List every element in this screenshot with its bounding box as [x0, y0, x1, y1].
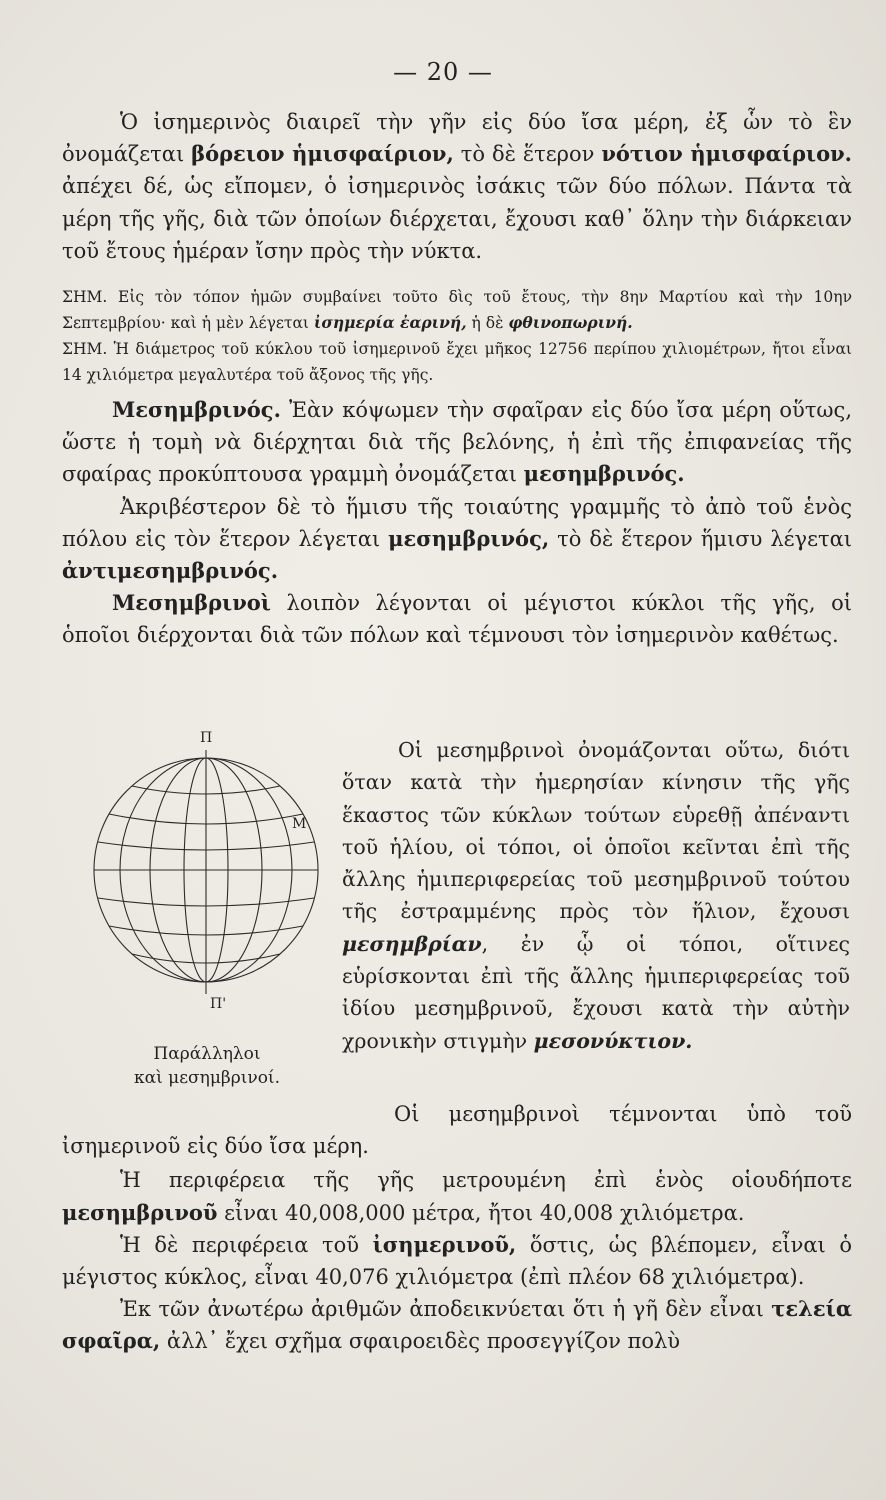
term-perfect-sphere: τελεία σφαῖρα,	[62, 1296, 852, 1354]
text-run: τὸ δὲ ἕτερον	[453, 142, 602, 167]
text-run: ἀπέχει δέ, ὡς εἴπομεν, ὁ ἰσημερινὸς ἰσάκις τῶν δύο πόλων. Πάντα τὰ μέρη τῆς γῆς, διὰ τῶν ὁποίων διέρχεται, ἔχουσι καθ᾽ ὅλην τὴν διάρκειαν τοῦ ἔτους ἡμέραν ἴσην πρὸς τὴν νύκτα.	[62, 174, 852, 263]
text-run: ἀλλ᾽ ἔχει σχῆμα σφαιροειδὲς προσεγγίζον πολὺ	[160, 1329, 681, 1354]
meridians-definition	[62, 587, 852, 651]
globe-figure	[72, 730, 342, 1122]
globe-illustration	[72, 742, 342, 1042]
text-run: ἡ δὲ	[466, 314, 509, 332]
text-run: Ἀκριβέστερον δὲ τὸ ἥμισυ τῆς τοιαύτης γραμμῆς τὸ ἀπὸ τοῦ ἑνὸς πόλου εἰς τὸν ἕτερον λέγεται	[62, 494, 852, 551]
term-meridian-genitive: μεσημβρινοῦ	[62, 1199, 218, 1225]
term-equator: ἰσημερινοῦ,	[372, 1231, 517, 1257]
page-number: — 20 —	[393, 58, 493, 86]
pole-label-north: Π	[200, 730, 213, 746]
note-equinox	[62, 284, 852, 336]
named-text	[342, 734, 850, 1057]
meridian-name-paragraph	[342, 734, 850, 1057]
text-run: Οἱ μεσημβρινοὶ ὀνομάζονται οὕτω, διότι ὅταν κατὰ τὴν ἡμερησίαν κίνησιν τῆς γῆς ἕκαστος τῶν κύκλων τούτων εὑρεθῇ ἀπέναντι τοῦ ἡλίου, οἱ τόποι, οἱ ὁποῖοι κεῖνται ἐπὶ τῆς ἄλλης ἡμιπεριφερείας τοῦ μεσημβρινοῦ τούτου τῆς ἐστραμμένης πρὸς τὸν ἥλιον, ἔχουσι	[342, 738, 850, 924]
caption-line: Παράλληλοι	[153, 1044, 261, 1064]
term-meridian: μεσημβρινός.	[523, 461, 685, 487]
heading-meridians: Μεσημβρινοὶ	[112, 590, 271, 616]
text-run: , ἐν ᾧ οἱ τόποι, οἵτινες εὑρίσκονται ἐπὶ τῆς ἄλλης ἡμιπεριφερείας τοῦ ἰδίου μεσημβρινοῦ, ἔχουσι κατὰ τὴν αὐτὴν χρονικὴν στιγμὴν	[342, 931, 850, 1053]
text-run: Ἡ περιφέρεια τῆς γῆς μετρουμένη ἐπὶ ἑνὸς οἱουδήποτε	[120, 1168, 852, 1193]
text-run: Ἐὰν κόψωμεν τὴν σφαῖραν εἰς δύο ἴσα μέρη οὕτως, ὥστε ἡ τομὴ νὰ διέρχηται διὰ τῆς βελόνης, ἡ ἐπὶ τῆς ἐπιφανείας τῆς σφαίρας προκύπτουσα γραμμὴ ὀνομάζεται	[62, 398, 852, 487]
notes	[62, 284, 852, 388]
text-run: λοιπὸν λέγονται οἱ μέγιστοι κύκλοι τῆς γῆς, οἱ ὁποῖοι διέρχονται διὰ τῶν πόλων καὶ τέμνουσι τὸν ἰσημερινὸν καθέτως.	[62, 591, 852, 648]
caption-line: καὶ μεσημβρινοί.	[134, 1068, 280, 1088]
figure-caption	[72, 1042, 342, 1090]
text-run: Ἡ δὲ περιφέρεια τοῦ	[120, 1232, 373, 1257]
meridian-section	[62, 394, 852, 652]
heading-meridian: Μεσημβρινός.	[112, 397, 281, 422]
term-spring-equinox: ἰσημερία ἐαρινή,	[313, 313, 467, 332]
pole-label-south: Π'	[210, 996, 227, 1012]
text-run: ΣΗΜ. Εἰς τὸν τόπον ἡμῶν συμβαίνει τοῦτο δὶς τοῦ ἔτους, τὴν 8ην Μαρτίου καὶ τὴν 10ην Σεπτεμβρίου· καὶ ἡ μὲν λέγεται	[62, 288, 852, 332]
text-run: Ἐκ τῶν ἀνωτέρω ἀριθμῶν ἀποδεικνύεται ὅτι ἡ γῆ δὲν εἶναι	[120, 1297, 772, 1322]
term-north-hemisphere: βόρειον ἡμισφαίριον,	[191, 141, 454, 167]
term-midnight: μεσονύκτιον.	[533, 1028, 693, 1053]
circ-meridian-text	[62, 1164, 852, 1228]
text-run: εἶναι 40,008,000 μέτρα, ἤτοι 40,008 χιλιόμετρα.	[217, 1200, 745, 1225]
meridian-label: Μ	[292, 816, 307, 832]
note-diameter: ΣΗΜ. Ἡ διάμετρος τοῦ κύκλου τοῦ ἰσημερινοῦ ἔχει μῆκος 12756 περίπου χιλιομέτρων, ἤτοι εἶναι 14 χιλιόμετρα μεγαλυτέρα τοῦ ἄξονος τῆς γῆς.	[62, 340, 852, 384]
intro-text	[62, 106, 852, 267]
precise-definition	[62, 491, 852, 588]
lower-section	[62, 1098, 852, 1358]
term-south-hemisphere: νότιον ἡμισφαίριον.	[601, 141, 852, 167]
intro-paragraph	[62, 106, 852, 267]
term-meridian: μεσημβρινός,	[388, 525, 550, 551]
term-autumn-equinox: φθινοπωρινή.	[508, 313, 633, 332]
meridian-definition	[62, 394, 852, 491]
cut-text: Οἱ μεσημβρινοὶ τέμνονται ὑπὸ τοῦ ἰσημερινοῦ εἰς δύο ἴσα μέρη.	[62, 1102, 852, 1159]
conclusion-text	[62, 1293, 852, 1357]
circ-equator-text	[62, 1229, 852, 1293]
text-run: ὅστις, ὡς βλέπομεν, εἶναι ὁ μέγιστος κύκλος, εἶναι 40,076 χιλιόμετρα (ἐπὶ πλέον 68 χιλιόμετρα).	[62, 1232, 852, 1290]
term-noon: μεσημβρίαν	[342, 931, 482, 956]
text-run: Ὁ ἰσημερινὸς διαιρεῖ τὴν γῆν εἰς δύο ἴσα μέρη, ἐξ ὧν τὸ ἓν ὀνομάζεται	[62, 110, 852, 167]
text-run: τὸ δὲ ἕτερον ἥμισυ λέγεται	[549, 526, 852, 551]
term-antimeridian: ἀντιμεσημβρινός.	[62, 558, 279, 584]
